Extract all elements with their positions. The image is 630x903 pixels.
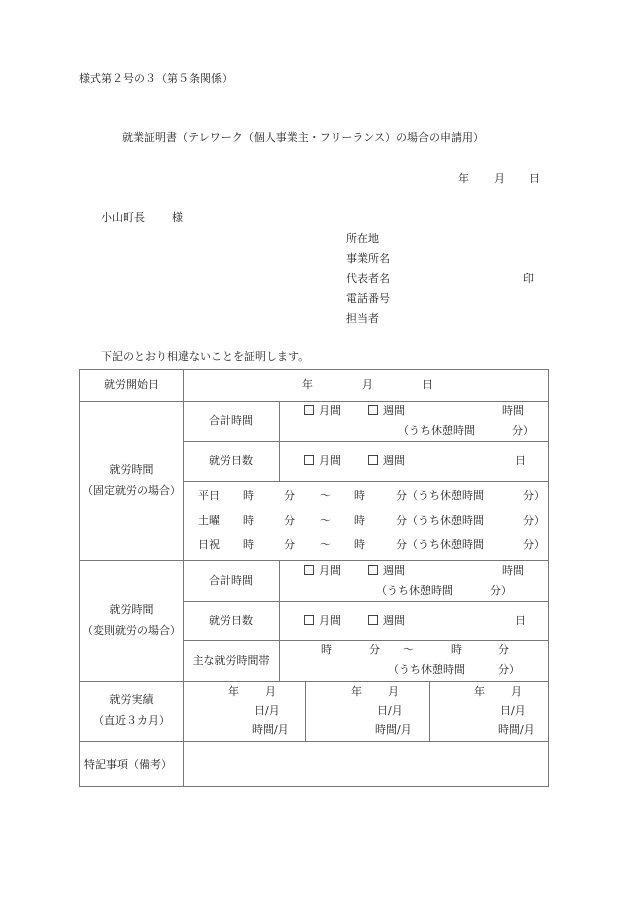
divider bbox=[80, 681, 548, 682]
record-month: 月 bbox=[388, 685, 399, 698]
certificate-table bbox=[79, 369, 549, 787]
document-title: 就業証明書（テレワーク（個人事業主・フリーランス）の場合の申請用） bbox=[122, 131, 485, 144]
schedule-break-label: 分（うち休憩時間 bbox=[396, 538, 484, 551]
checkbox[interactable] bbox=[304, 615, 314, 625]
fixed-total-hours-unit: 時間 bbox=[502, 404, 524, 417]
variable-main-hours-label: 主な就労時間帯 bbox=[192, 654, 270, 667]
date-month-label: 月 bbox=[494, 172, 505, 185]
fixed-total-monthly-option[interactable]: 月間 bbox=[304, 404, 341, 418]
variable-total-break-label: （うち休憩時間 bbox=[376, 584, 453, 597]
contact-label: 担当者 bbox=[346, 312, 379, 325]
addressee-name: 小山町長 bbox=[101, 211, 145, 224]
divider bbox=[80, 401, 548, 402]
schedule-minute-start: 分 bbox=[284, 538, 295, 551]
addressee-honorific: 様 bbox=[172, 211, 183, 224]
variable-work-days-label: 就労日数 bbox=[209, 614, 253, 627]
variable-total-hours-label: 合計時間 bbox=[209, 574, 253, 587]
checkbox[interactable] bbox=[368, 565, 378, 575]
fixed-total-weekly-option[interactable]: 週間 bbox=[368, 404, 405, 418]
work-record-sublabel: （直近３カ月） bbox=[93, 714, 170, 727]
checkbox[interactable] bbox=[304, 565, 314, 575]
main-hours-tilde: ～ bbox=[403, 643, 414, 656]
notes-field[interactable] bbox=[184, 742, 548, 786]
record-month: 月 bbox=[511, 685, 522, 698]
fixed-work-days-label: 就労日数 bbox=[209, 454, 253, 467]
record-hours: 時間/月 bbox=[252, 723, 289, 736]
schedule-tilde: ～ bbox=[320, 538, 331, 551]
start-date-month: 月 bbox=[362, 378, 373, 391]
schedule-day: 土曜 bbox=[198, 514, 220, 527]
business-name-label: 事業所名 bbox=[346, 252, 390, 265]
divider bbox=[429, 681, 430, 741]
record-days: 日/月 bbox=[377, 704, 403, 717]
record-year: 年 bbox=[474, 685, 485, 698]
variable-days-weekly-option[interactable]: 週間 bbox=[368, 614, 405, 628]
address-label: 所在地 bbox=[346, 232, 379, 245]
variable-total-break-unit: 分） bbox=[490, 584, 512, 597]
schedule-hour-end: 時 bbox=[354, 538, 365, 551]
divider bbox=[305, 681, 306, 741]
fixed-days-unit: 日 bbox=[515, 454, 526, 467]
schedule-break-label: 分（うち休憩時間 bbox=[396, 514, 484, 527]
divider bbox=[183, 640, 548, 641]
fixed-total-break-label: （うち休憩時間 bbox=[398, 424, 475, 437]
schedule-tilde: ～ bbox=[320, 489, 331, 502]
main-hours-hour-start: 時 bbox=[321, 643, 332, 656]
main-hours-hour-end: 時 bbox=[451, 643, 462, 656]
schedule-hour-end: 時 bbox=[354, 489, 365, 502]
schedule-break-label: 分（うち休憩時間 bbox=[396, 489, 484, 502]
divider bbox=[183, 601, 548, 602]
checkbox[interactable] bbox=[368, 455, 378, 465]
divider bbox=[80, 560, 548, 561]
schedule-break-unit: 分） bbox=[523, 514, 545, 527]
start-date-day: 日 bbox=[422, 378, 433, 391]
variable-hours-label: 就労時間 bbox=[109, 603, 154, 616]
schedule-minute-start: 分 bbox=[284, 514, 295, 527]
record-month: 月 bbox=[265, 685, 276, 698]
divider bbox=[183, 441, 548, 442]
fixed-hours-label: 就労時間 bbox=[109, 463, 154, 476]
fixed-days-monthly-option[interactable]: 月間 bbox=[304, 454, 341, 468]
schedule-minute-start: 分 bbox=[284, 489, 295, 502]
record-hours: 時間/月 bbox=[375, 723, 412, 736]
date-year-label: 年 bbox=[458, 172, 469, 185]
checkbox[interactable] bbox=[304, 405, 314, 415]
work-record-label: 就労実績 bbox=[109, 693, 154, 706]
main-hours-break-unit: 分） bbox=[498, 663, 520, 676]
divider bbox=[279, 560, 280, 681]
checkbox[interactable] bbox=[304, 455, 314, 465]
start-date-year: 年 bbox=[302, 378, 313, 391]
record-year: 年 bbox=[228, 685, 239, 698]
schedule-break-unit: 分） bbox=[523, 489, 545, 502]
variable-total-monthly-option[interactable]: 月間 bbox=[304, 564, 341, 578]
schedule-day: 平日 bbox=[198, 489, 220, 502]
schedule-hour-start: 時 bbox=[243, 514, 254, 527]
variable-hours-sublabel: （変則就労の場合） bbox=[82, 624, 181, 637]
notes-label: 特記事項（備考） bbox=[84, 758, 172, 771]
phone-label: 電話番号 bbox=[346, 292, 390, 305]
schedule-hour-start: 時 bbox=[243, 489, 254, 502]
main-hours-break-label: （うち休憩時間 bbox=[388, 663, 465, 676]
start-date-label: 就労開始日 bbox=[104, 378, 159, 391]
date-day-label: 日 bbox=[529, 172, 540, 185]
divider bbox=[183, 481, 548, 482]
checkbox[interactable] bbox=[368, 615, 378, 625]
certification-statement: 下記のとおり相違ないことを証明します。 bbox=[101, 350, 310, 363]
schedule-tilde: ～ bbox=[320, 514, 331, 527]
schedule-hour-start: 時 bbox=[243, 538, 254, 551]
seal-label: 印 bbox=[523, 272, 534, 285]
fixed-total-break-unit: 分） bbox=[512, 424, 534, 437]
fixed-days-weekly-option[interactable]: 週間 bbox=[368, 454, 405, 468]
fixed-total-hours-label: 合計時間 bbox=[209, 414, 253, 427]
checkbox[interactable] bbox=[368, 405, 378, 415]
main-hours-minute-start: 分 bbox=[369, 643, 380, 656]
main-hours-minute-end: 分 bbox=[498, 643, 509, 656]
variable-total-hours-unit: 時間 bbox=[502, 564, 524, 577]
record-year: 年 bbox=[351, 685, 362, 698]
schedule-break-unit: 分） bbox=[523, 538, 545, 551]
variable-total-weekly-option[interactable]: 週間 bbox=[368, 564, 405, 578]
representative-label: 代表者名 bbox=[346, 272, 390, 285]
record-days: 日/月 bbox=[500, 704, 526, 717]
record-days: 日/月 bbox=[254, 704, 280, 717]
fixed-hours-sublabel: （固定就労の場合） bbox=[82, 484, 181, 497]
schedule-day: 日祝 bbox=[198, 538, 220, 551]
schedule-hour-end: 時 bbox=[354, 514, 365, 527]
record-hours: 時間/月 bbox=[498, 723, 535, 736]
form-number: 様式第２号の３（第５条関係） bbox=[79, 72, 233, 85]
variable-days-monthly-option[interactable]: 月間 bbox=[304, 614, 341, 628]
variable-days-unit: 日 bbox=[515, 614, 526, 627]
